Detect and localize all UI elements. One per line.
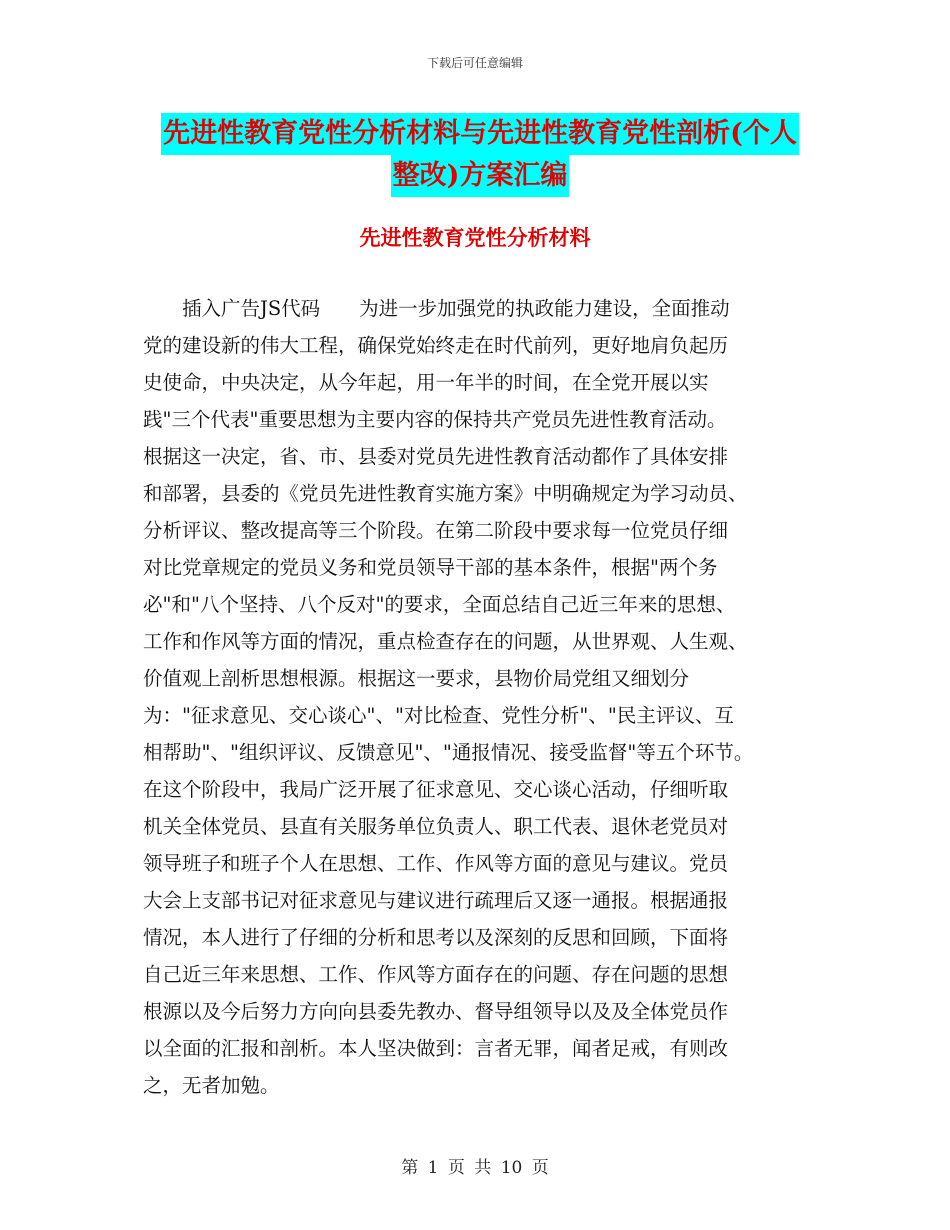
body-line: 根据这一决定，省、市、县委对党员先进性教育活动都作了具体安排 [143, 445, 729, 468]
body-line: 必"和"八个坚持、八个反对"的要求，全面总结自己近三年来的思想、 [143, 593, 736, 616]
document-title-line-2 [150, 155, 810, 197]
body-line: 为："征求意见、交心谈心"、"对比检查、党性分析"、"民主评议、互 [143, 704, 734, 727]
body-line: 相帮助"、"组织评议、反馈意见"、"通报情况、接受监督"等五个环节。 [143, 741, 754, 764]
body-line: 自己近三年来思想、工作、作风等方面存在的问题、存在问题的思想 [143, 963, 729, 986]
body-line: 工作和作风等方面的情况，重点检查存在的问题，从世界观、人生观、 [143, 630, 748, 653]
body-line: 插入广告JS代码 为进一步加强党的执政能力建设，全面推动 [143, 297, 730, 320]
body-line: 情况，本人进行了仔细的分析和思考以及深刻的反思和回顾，下面将 [143, 926, 729, 949]
page-header-note: 下载后可任意编辑 [426, 56, 523, 70]
body-line: 对比党章规定的党员义务和党员领导干部的基本条件，根据"两个务 [143, 556, 718, 579]
body-line: 践"三个代表"重要思想为主要内容的保持共产党员先进性教育活动。 [143, 408, 727, 431]
document-title-text-1: 先进性教育党性分析材料与先进性教育党性剖析(个人 [161, 113, 799, 155]
body-line: 和部署，县委的《党员先进性教育实施方案》中明确规定为学习动员、 [143, 482, 748, 505]
body-line: 之，无者加勉。 [143, 1074, 280, 1097]
section-title: 先进性教育党性分析材料 [359, 225, 591, 250]
body-line: 价值观上剖析思想根源。根据这一要求，县物价局党组又细划分 [143, 667, 690, 690]
body-line: 领导班子和班子个人在思想、工作、作风等方面的意见与建议。党员 [143, 852, 729, 875]
body-line: 史使命，中央决定，从今年起，用一年半的时间，在全党开展以实 [143, 371, 709, 394]
body-line: 在这个阶段中，我局广泛开展了征求意见、交心谈心活动，仔细听取 [143, 778, 729, 801]
body-line: 分析评议、整改提高等三个阶段。在第二阶段中要求每一位党员仔细 [143, 519, 729, 542]
body-line: 根源以及今后努力方向向县委先教办、督导组领导以及及全体党员作 [143, 1000, 729, 1023]
body-line: 党的建设新的伟大工程，确保党始终走在时代前列，更好地肩负起历 [143, 334, 729, 357]
body-line: 大会上支部书记对征求意见与建议进行疏理后又逐一通报。根据通报 [143, 889, 729, 912]
document-title-line-1 [150, 113, 810, 155]
body-line: 以全面的汇报和剖析。本人坚决做到：言者无罪，闻者足戒，有则改 [143, 1037, 729, 1060]
document-title-text-2: 整改)方案汇编 [391, 155, 570, 197]
body-line: 机关全体党员、县直有关服务单位负责人、职工代表、退休老党员对 [143, 815, 729, 838]
page-number-footer: 第 1 页 共 10 页 [401, 1158, 549, 1178]
